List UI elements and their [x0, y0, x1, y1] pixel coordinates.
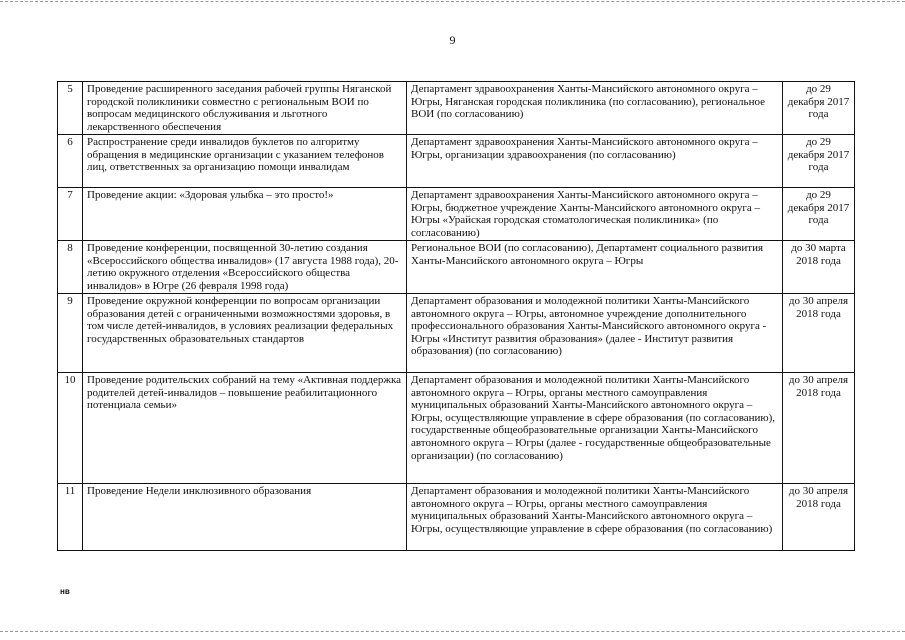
event-cell: Проведение Недели инклюзивного образования — [83, 484, 407, 551]
deadline-cell: до 29 декабря 2017 года — [783, 135, 855, 188]
scan-edge-bottom — [0, 631, 905, 632]
deadline-cell: до 30 апреля 2018 года — [783, 484, 855, 551]
responsible-cell: Департамент здравоохранения Ханты-Мансийского автономного округа – Югры, организации здравоохранения (по согласованию) — [407, 135, 783, 188]
table-row — [58, 484, 855, 551]
row-number: 6 — [58, 135, 83, 188]
row-number: 5 — [58, 82, 83, 135]
responsible-cell: Региональное ВОИ (по согласованию), Департамент социального развития Ханты-Мансийского автономного округа – Югры — [407, 241, 783, 294]
event-cell: Распространение среди инвалидов буклетов по алгоритму обращения в медицинские организации с указанием телефонов лиц, ответственных за организацию помощи инвалидам — [83, 135, 407, 188]
table-row — [58, 135, 855, 188]
deadline-cell: до 29 декабря 2017 года — [783, 82, 855, 135]
row-number: 7 — [58, 188, 83, 241]
table-row — [58, 241, 855, 294]
page-number: 9 — [449, 33, 456, 47]
row-number: 10 — [58, 373, 83, 484]
responsible-cell: Департамент здравоохранения Ханты-Мансийского автономного округа – Югры, Няганская городская поликлиника (по согласованию), региональное ВОИ (по согласованию) — [407, 82, 783, 135]
deadline-cell: до 29 декабря 2017 года — [783, 188, 855, 241]
event-cell: Проведение родительских собраний на тему «Активная поддержка родителей детей-инвалидов – повышение реабилитационного потенциала семьи» — [83, 373, 407, 484]
activities-table — [57, 81, 855, 551]
table-row — [58, 188, 855, 241]
event-cell: Проведение конференции, посвященной 30-летию создания «Всероссийского общества инвалидов» (17 августа 1988 года), 20-летию окружного отделения «Всероссийского общества инвалидов» в Югре (26 февраля 1998 года) — [83, 241, 407, 294]
deadline-cell: до 30 апреля 2018 года — [783, 373, 855, 484]
event-cell: Проведение акции: «Здоровая улыбка – это просто!» — [83, 188, 407, 241]
footer-mark: нв — [60, 587, 70, 596]
responsible-cell: Департамент образования и молодежной политики Ханты-Мансийского автономного округа – Югры, органы местного самоуправления муниципальных образований Ханты-Мансийского автономного округа – Югры, осуществляющие управление в сфере образования (по согласованию), государственные общеобразовательные организации Ханты-Мансийского автономного округа – Югры (далее - государственные общеобразовательные организации) (по согласованию) — [407, 373, 783, 484]
event-cell: Проведение расширенного заседания рабочей группы Няганской городской поликлиники совместно с региональным ВОИ по вопросам медицинского обслуживания и льготного лекарственного обеспечения — [83, 82, 407, 135]
table-row — [58, 373, 855, 484]
responsible-cell: Департамент здравоохранения Ханты-Мансийского автономного округа – Югры, бюджетное учреждение Ханты-Мансийского автономного округа – Югры «Урайская городская стоматологическая поликлиника» (по согласованию) — [407, 188, 783, 241]
table-row — [58, 294, 855, 373]
scan-edge-top — [0, 1, 905, 2]
row-number: 11 — [58, 484, 83, 551]
responsible-cell: Департамент образования и молодежной политики Ханты-Мансийского автономного округа – Югры, органы местного самоуправления муниципальных образований Ханты-Мансийского автономного округа – Югры, осуществляющие управление в сфере образования (по согласованию) — [407, 484, 783, 551]
responsible-cell: Департамент образования и молодежной политики Ханты-Мансийского автономного округа – Югры, автономное учреждение дополнительного профессионального образования Ханты-Мансийского автономного округа - Югры «Институт развития образования» (далее - Институт развития образования) (по согласованию) — [407, 294, 783, 373]
event-cell: Проведение окружной конференции по вопросам организации образования детей с ограниченными возможностями здоровья, в том числе детей-инвалидов, в условиях реализации федеральных государственных образовательных стандартов — [83, 294, 407, 373]
row-number: 9 — [58, 294, 83, 373]
table-row — [58, 82, 855, 135]
row-number: 8 — [58, 241, 83, 294]
deadline-cell: до 30 марта 2018 года — [783, 241, 855, 294]
deadline-cell: до 30 апреля 2018 года — [783, 294, 855, 373]
